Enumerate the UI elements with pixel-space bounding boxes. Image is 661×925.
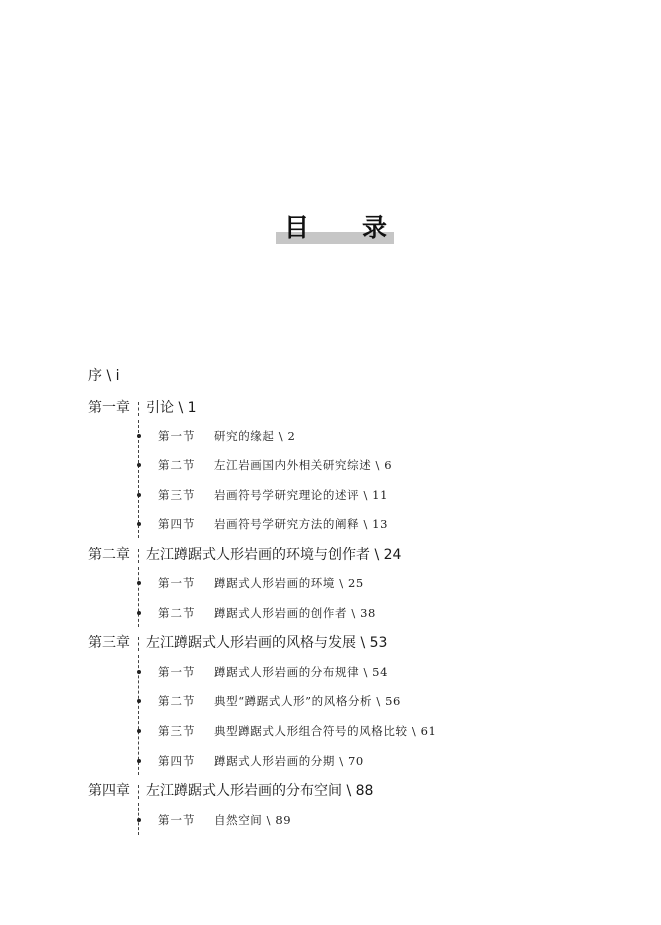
toc-chapter-3 <box>88 633 588 653</box>
toc-section <box>158 574 578 592</box>
bullet-dot <box>137 581 141 585</box>
bullet-dot <box>137 463 141 467</box>
bullet-dot <box>137 434 141 438</box>
section-label: 第四节 <box>158 517 196 531</box>
page-title <box>276 214 394 244</box>
bullet-dot <box>137 759 141 763</box>
bullet-dot <box>137 818 141 822</box>
toc-section <box>158 604 578 622</box>
section-label: 第三节 <box>158 724 196 738</box>
section-title: 典型蹲踞式人形组合符号的风格比较 \ 61 <box>214 724 437 738</box>
section-label: 第三节 <box>158 488 196 502</box>
bullet-dot <box>137 699 141 703</box>
toc-section <box>158 427 578 445</box>
chapter-label: 第二章 <box>88 547 130 563</box>
section-label: 第一节 <box>158 429 196 443</box>
section-label: 第四节 <box>158 754 196 768</box>
section-title: 蹲踞式人形岩画的创作者 \ 38 <box>214 606 376 620</box>
toc-section <box>158 456 578 474</box>
chapter-title: 左江蹲踞式人形岩画的环境与创作者 \ 24 <box>146 547 402 563</box>
bullet-dot <box>137 670 141 674</box>
toc-section <box>158 515 578 533</box>
toc-section <box>158 811 578 829</box>
chapter-title: 左江蹲踞式人形岩画的风格与发展 \ 53 <box>146 635 388 651</box>
section-title: 研究的缘起 \ 2 <box>214 429 296 443</box>
section-label: 第二节 <box>158 694 196 708</box>
bullet-dot <box>137 729 141 733</box>
toc-section <box>158 692 578 710</box>
section-label: 第一节 <box>158 813 196 827</box>
section-title: 左江岩画国内外相关研究综述 \ 6 <box>214 458 393 472</box>
section-title: 岩画符号学研究方法的阐释 \ 13 <box>214 517 389 531</box>
bullet-dot <box>137 522 141 526</box>
title-char-1: 目 <box>284 213 310 242</box>
toc-chapter-2 <box>88 545 588 565</box>
section-label: 第二节 <box>158 606 196 620</box>
chapter-label: 第四章 <box>88 783 130 799</box>
section-title: 自然空间 \ 89 <box>214 813 292 827</box>
section-title: 岩画符号学研究理论的述评 \ 11 <box>214 488 389 502</box>
section-title: 蹲踞式人形岩画的分布规律 \ 54 <box>214 665 389 679</box>
section-title: 蹲踞式人形岩画的环境 \ 25 <box>214 576 364 590</box>
title-char-2: 录 <box>362 213 388 242</box>
bullet-dot <box>137 611 141 615</box>
chapter-title: 左江蹲踞式人形岩画的分布空间 \ 88 <box>146 783 374 799</box>
chapter-2-dashed-line <box>138 567 139 627</box>
bullet-dot <box>137 493 141 497</box>
toc-section <box>158 752 578 770</box>
toc-preface: 序 \ i <box>88 368 120 384</box>
toc-section <box>158 722 578 740</box>
toc-section <box>158 486 578 504</box>
section-label: 第二节 <box>158 458 196 472</box>
section-title: 典型“蹲踞式人形”的风格分析 \ 56 <box>214 694 401 708</box>
chapter-label: 第三章 <box>88 635 130 651</box>
section-label: 第一节 <box>158 576 196 590</box>
toc-chapter-1 <box>88 398 588 418</box>
toc-chapter-4 <box>88 781 588 801</box>
chapter-title: 引论 \ 1 <box>146 400 197 416</box>
section-label: 第一节 <box>158 665 196 679</box>
chapter-label: 第一章 <box>88 400 130 416</box>
toc-section <box>158 663 578 681</box>
section-title: 蹲踞式人形岩画的分期 \ 70 <box>214 754 364 768</box>
